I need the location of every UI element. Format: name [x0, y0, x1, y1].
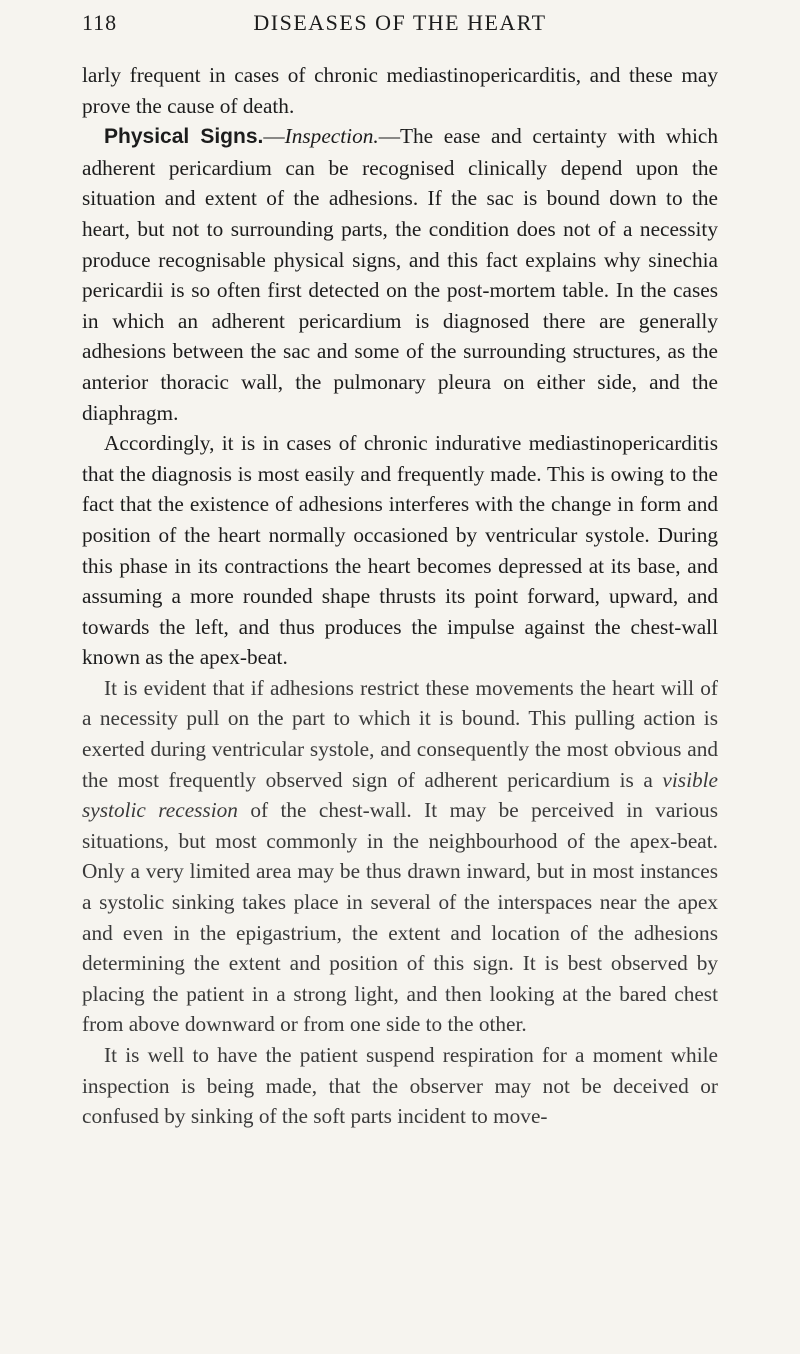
- paragraph-respiration: [82, 1040, 718, 1132]
- paragraph-evident: [82, 673, 718, 1040]
- paragraph-physical-signs: [82, 121, 718, 428]
- page-number: 118: [82, 10, 118, 35]
- running-head: [82, 10, 718, 44]
- running-title: DISEASES OF THE HEART: [253, 10, 547, 35]
- em-dash: —: [263, 124, 285, 149]
- paragraph-accordingly: [82, 428, 718, 673]
- paragraph-text: It is well to have the patient suspend respiration for a moment while inspection is being made, that the observer may not be deceived or confused by sinking of the soft parts incident to move-: [82, 1043, 718, 1129]
- emphasized-term: visible systolic recession: [82, 767, 718, 823]
- section-heading: Physical Signs.: [104, 125, 264, 149]
- paragraph-continuation: [82, 60, 718, 121]
- paragraph-text: of the chest-wall. It may be perceived in various situations, but most commonly in the neighbourhood of the apex-beat. Only a very limited area may be thus drawn inward, but in most instances a systolic sinking takes place in several of the interspaces near the apex and even in the epigastrium, the extent and location of the adhesions determining the extent and position of this sign. It is best observed by placing the patient in a strong light, and then looking at the bared chest from above downward or from one side to the other.: [82, 798, 718, 1037]
- paragraph-text: larly frequent in cases of chronic mediastinopericarditis, and these may prove the cause of death.: [82, 63, 718, 118]
- paragraph-text: Accordingly, it is in cases of chronic indurative mediastinopericarditis that the diagnosis is most easily and frequently made. This is owing to the fact that the existence of adhesions interferes with the change in form and position of the heart normally occasioned by ventricular systole. During this phase in its contractions the heart becomes depressed at its base, and assuming a more rounded shape thrusts its point forward, upward, and towards the left, and thus produces the impulse against the chest-wall known as the apex-beat.: [82, 431, 718, 670]
- paragraph-text: —The ease and certainty with which adherent pericardium can be recognised clinically depend upon the situation and extent of the adhesions. If the sac is bound down to the heart, but not to surrounding parts, the condition does not of a necessity produce recognisable physical signs, and this fact explains why sinechia pericardii is so often first detected on the post-mortem table. In the cases in which an adherent pericardium is diagnosed there are generally adhesions between the sac and some of the surrounding structures, as the anterior thoracic wall, the pulmonary pleura on either side, and the diaphragm.: [82, 124, 718, 425]
- body-text: [82, 60, 718, 1132]
- paragraph-text: It is evident that if adhesions restrict these movements the heart will of a necessity pull on the part to which it is bound. This pulling action is exerted during ventricular systole, and consequently the most obvious and the most frequently observed sign of adherent pericardium is a: [82, 675, 718, 792]
- subsection-heading: Inspection.: [284, 124, 379, 149]
